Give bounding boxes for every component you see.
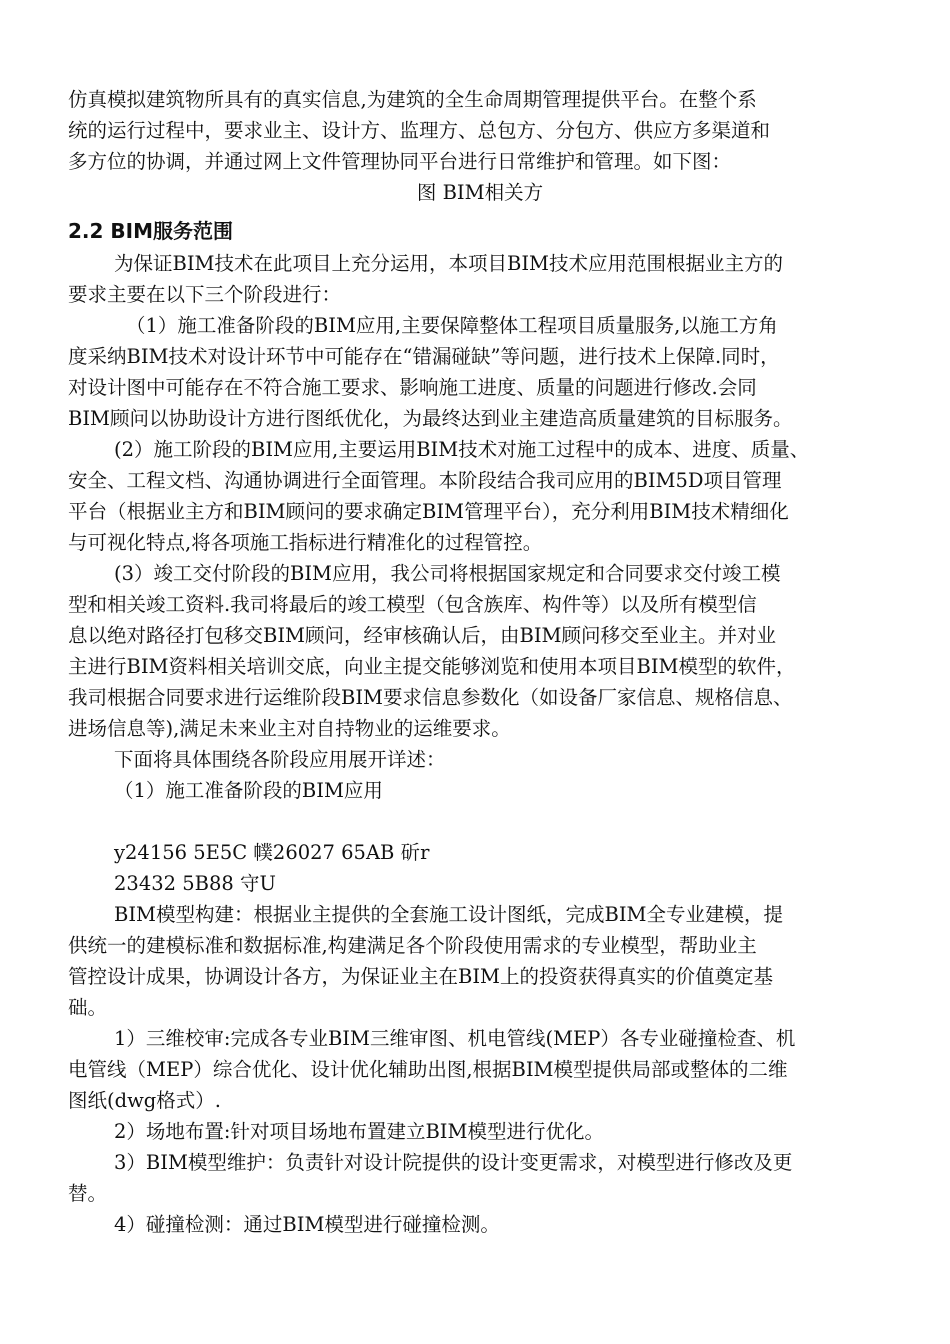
text-line: 图纸(dwg格式）.	[68, 1089, 221, 1112]
text-line: 与可视化特点,将各项施工指标进行精准化的过程管控。	[68, 531, 543, 554]
text-line: BIM顾问以协助设计方进行图纸优化，为最终达到业主建造高质量建筑的目标服务。	[68, 407, 793, 430]
list-item	[68, 1023, 892, 1116]
text-line: y24156 5E5C 幞26027 65AB 斫r	[114, 841, 430, 864]
stage3-paragraph	[68, 558, 892, 744]
section-heading: 2.2 BIM服务范围	[68, 219, 233, 243]
intro-paragraph	[68, 84, 892, 177]
scope-paragraph	[68, 248, 892, 310]
text-line: （1）施工准备阶段的BIM应用,主要保障整体工程项目质量服务,以施工方角	[126, 314, 778, 337]
text-line: 主进行BIM资料相关培训交底，向业主提交能够浏览和使用本项目BIM模型的软件，	[68, 655, 796, 678]
text-line: 为保证BIM技术在此项目上充分运用，本项目BIM技术应用范围根据业主方的	[114, 252, 783, 275]
text-line: 要求主要在以下三个阶段进行：	[68, 283, 342, 306]
text-line: 仿真模拟建筑物所具有的真实信息,为建筑的全生命周期管理提供平台。在整个系	[68, 88, 757, 111]
text-line: (3）竣工交付阶段的BIM应用，我公司将根据国家规定和合同要求交付竣工模	[114, 562, 781, 585]
text-line: 统的运行过程中，要求业主、设计方、监理方、总包方、分包方、供应方多渠道和	[68, 119, 771, 142]
text-line: 对设计图中可能存在不符合施工要求、影响施工进度、质量的问题进行修改.会同	[68, 376, 757, 399]
text-line: 我司根据合同要求进行运维阶段BIM要求信息参数化（如设备厂家信息、规格信息、	[68, 686, 793, 709]
list-item	[68, 1147, 892, 1209]
stage1-subheading: （1）施工准备阶段的BIM应用	[114, 779, 383, 802]
figure-caption: 图 BIM相关方	[416, 181, 544, 204]
document-page	[68, 84, 892, 1240]
blank-space	[68, 806, 892, 837]
text-line: 1）三维校审:完成各专业BIM三维审图、机电管线(MEP）各专业碰撞检查、机	[114, 1027, 796, 1050]
text-line: 础。	[68, 996, 108, 1019]
text-line: (2）施工阶段的BIM应用,主要运用BIM技术对施工过程中的成本、进度、质量、	[114, 438, 810, 461]
text-line: 供统一的建模标准和数据标准,构建满足各个阶段使用需求的专业模型，帮助业主	[68, 934, 757, 957]
text-line: 管控设计成果，协调设计各方，为保证业主在BIM上的投资获得真实的价值奠定基	[68, 965, 773, 988]
text-line: 安全、工程文档、沟通协调进行全面管理。本阶段结合我司应用的BIM5D项目管理	[68, 469, 782, 492]
text-line: 电管线（MEP）综合优化、设计优化辅助出图,根据BIM模型提供局部或整体的二维	[68, 1058, 788, 1081]
modeling-paragraph	[68, 899, 892, 1023]
stage2-paragraph	[68, 434, 892, 558]
text-line: 23432 5B88 守U	[114, 872, 276, 895]
text-line: 度采纳BIM技术对设计环节中可能存在“错漏碰缺”等问题，进行技术上保障.同时，	[68, 345, 780, 368]
detail-intro: 下面将具体围绕各阶段应用展开详述：	[114, 748, 446, 771]
text-line: 替。	[68, 1182, 108, 1205]
text-line: BIM模型构建：根据业主提供的全套施工设计图纸，完成BIM全专业建模，提	[114, 903, 783, 926]
list-item: 4）碰撞检测：通过BIM模型进行碰撞检测。	[114, 1213, 500, 1236]
text-line: 平台（根据业主方和BIM顾问的要求确定BIM管理平台），充分利用BIM技术精细化	[68, 500, 789, 523]
stage1-paragraph	[68, 310, 892, 434]
text-line: 3）BIM模型维护：负责针对设计院提供的设计变更需求，对模型进行修改及更	[114, 1151, 793, 1174]
text-line: 型和相关竣工资料.我司将最后的竣工模型（包含族库、构件等）以及所有模型信	[68, 593, 757, 616]
text-line: 进场信息等),满足未来业主对自持物业的运维要求。	[68, 717, 511, 740]
text-line: 多方位的协调，并通过网上文件管理协同平台进行日常维护和管理。如下图：	[68, 150, 732, 173]
text-line: 息以绝对路径打包移交BIM顾问，经审核确认后，由BIM顾问移交至业主。并对业	[68, 624, 776, 647]
garbled-text	[68, 837, 892, 899]
list-item: 2）场地布置:针对项目场地布置建立BIM模型进行优化。	[114, 1120, 604, 1143]
